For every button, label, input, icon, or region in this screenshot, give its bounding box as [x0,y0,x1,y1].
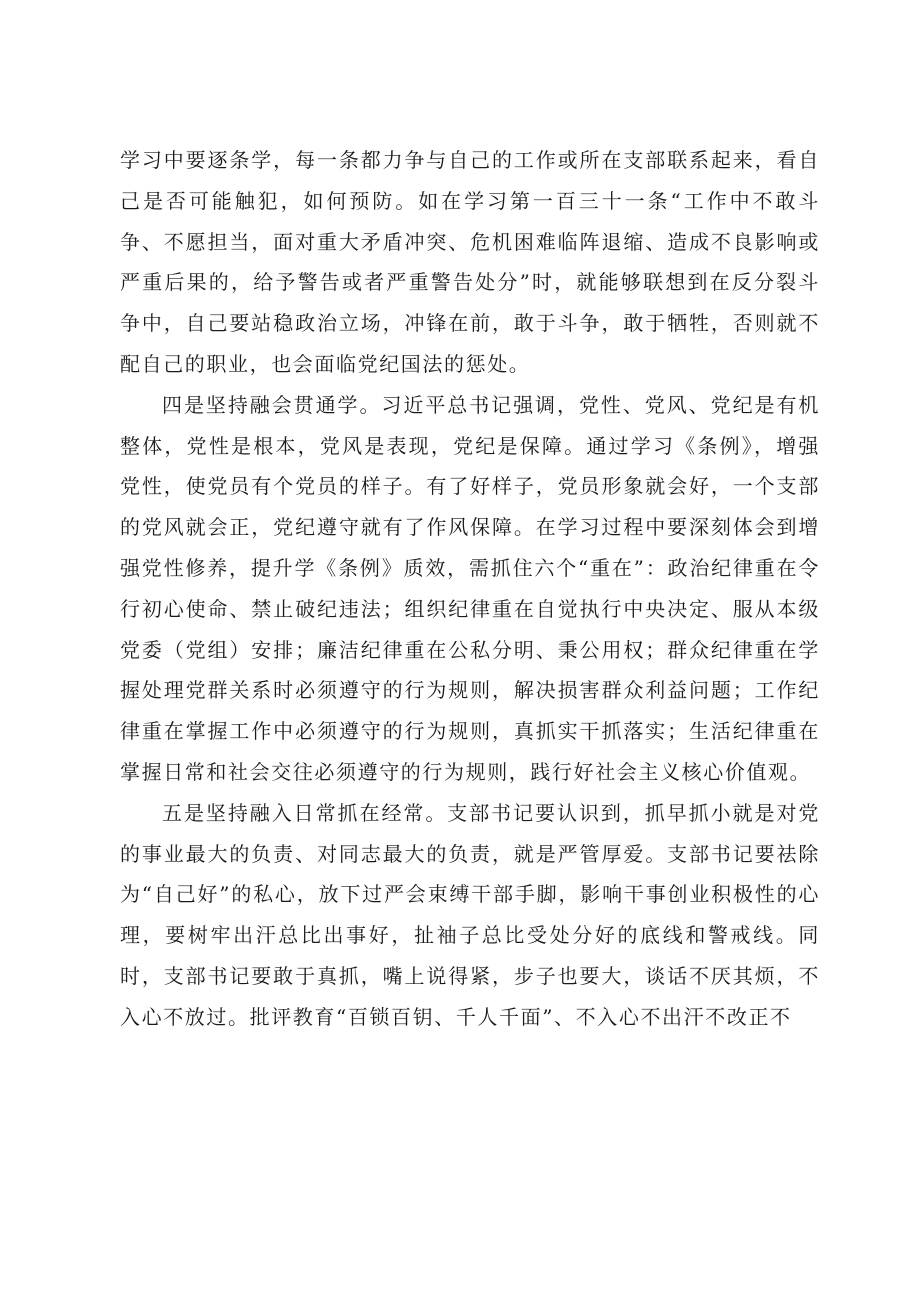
paragraph-point-four: 四是坚持融会贯通学。习近平总书记强调，党性、党风、党纪是有机整体，党性是根本，党风是表现，党纪是保障。通过学习《条例》，增强党性，使党员有个党员的样子。有了好样子，党员形象就会好，一个支部的党风就会正，党纪遵守就有了作风保障。在学习过程中要深刻体会到增强党性修养，提升学《条例》质效，需抓住六个“重在”：政治纪律重在令行初心使命、禁止破纪违法；组织纪律重在自觉执行中央决定、服从本级党委（党组）安排；廉洁纪律重在公私分明、秉公用权；群众纪律重在学握处理党群关系时必须遵守的行为规则，解决损害群众利益问题；工作纪律重在掌握工作中必须遵守的行为规则，真抓实干抓落实；生活纪律重在掌握日常和社会交往必须遵守的行为规则，践行好社会主义核心价值观。 [120,392,820,784]
paragraph-continuation: 学习中要逐条学，每一条都力争与自己的工作或所在支部联系起来，看自己是否可能触犯，如何预防。如在学习第一百三十一条“工作中不敢斗争、不愿担当，面对重大矛盾冲突、危机困难临阵退缩、造成不良影响或严重后果的，给予警告或者严重警告处分”时，就能够联想到在反分裂斗争中，自己要站稳政治立场，冲锋在前，敢于斗争，敢于牺牲，否则就不配自己的职业，也会面临党纪国法的惩处。 [120,148,820,376]
paragraph-point-five: 五是坚持融入日常抓在经常。支部书记要认识到，抓早抓小就是对党的事业最大的负责、对同志最大的负责，就是严管厚爱。支部书记要祛除为“自己好”的私心，放下过严会束缚干部手脚，影响干事创业积极性的心理，要树牢出汗总比出事好，扯袖子总比受处分好的底线和警戒线。同时，支部书记要敢于真抓，嘴上说得紧，步子也要大，谈话不厌其烦，不入心不放过。批评教育“百锁百钥、千人千面”、不入心不出汗不改正不 [120,800,820,1029]
document-body [120,140,820,1038]
